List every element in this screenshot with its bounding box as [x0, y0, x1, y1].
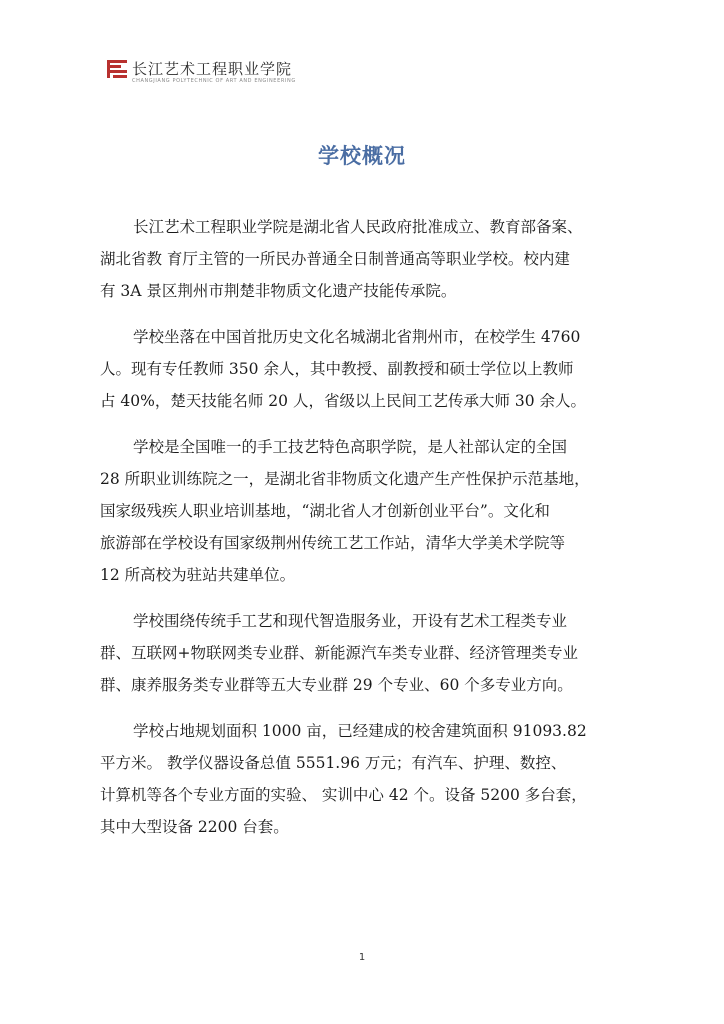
paragraph-line: 占 40%，楚天技能名师 20 人，省级以上民间工艺传承大师 30 余人。	[100, 392, 587, 410]
paragraph-line: 12 所高校为驻站共建单位。	[100, 566, 296, 584]
paragraph	[100, 321, 620, 417]
paragraph-line: 旅游部在学校设有国家级荆州传统工艺工作站，清华大学美术学院等	[100, 534, 566, 552]
paragraph-line: 湖北省教 育厅主管的一所民办普通全日制普通高等职业学校。校内建	[100, 250, 570, 268]
page-number: 1	[358, 952, 366, 963]
page-title: 学校概况	[318, 144, 406, 168]
paragraph	[100, 715, 620, 843]
paragraph-line: 学校是全国唯一的手工技艺特色高职学院，是人社部认定的全国	[133, 438, 568, 456]
paragraph-line: 有 3A 景区荆州市荆楚非物质文化遗产技能传承院。	[100, 282, 457, 300]
paragraph-line: 长江艺术工程职业学院是湖北省人民政府批准成立、教育部备案、	[133, 218, 583, 236]
paragraph-line: 群、互联网+物联网类专业群、新能源汽车类专业群、经济管理类专业	[100, 644, 578, 662]
logo-chinese-name: 长江艺术工程职业学院	[132, 60, 293, 78]
logo-english-name: CHANGJIANG POLYTECHNIC OF ART AND ENGINEERING	[132, 78, 296, 84]
paragraph-line: 学校占地规划面积 1000 亩，已经建成的校舍建筑面积 91093.82	[133, 722, 587, 740]
paragraph-line: 计算机等各个专业方面的实验、 实训中心 42 个。设备 5200 多台套，	[100, 786, 587, 804]
school-logo	[106, 56, 296, 90]
paragraph-line: 其中大型设备 2200 台套。	[100, 818, 289, 836]
paragraph-line: 人。现有专任教师 350 余人，其中教授、副教授和硕士学位以上教师	[100, 360, 574, 378]
paragraph-line: 国家级残疾人职业培训基地，“湖北省人才创新创业平台”。文化和	[100, 502, 550, 520]
paragraph-line: 学校围绕传统手工艺和现代智造服务业，开设有艺术工程类专业	[133, 612, 568, 630]
paragraph	[100, 211, 620, 307]
paragraph-line: 学校坐落在中国首批历史文化名城湖北省荆州市，在校学生 4760	[133, 328, 581, 346]
document-body	[100, 211, 620, 857]
paragraph-line: 平方米。 教学仪器设备总值 5551.96 万元；有汽车、护理、数控、	[100, 754, 567, 772]
paragraph-line: 群、康养服务类专业群等五大专业群 29 个专业、60 个多专业方向。	[100, 676, 573, 694]
school-emblem-icon	[106, 58, 128, 82]
paragraph	[100, 431, 620, 591]
paragraph-line: 28 所职业训练院之一，是湖北省非物质文化遗产生产性保护示范基地，	[100, 470, 590, 488]
paragraph	[100, 605, 620, 701]
